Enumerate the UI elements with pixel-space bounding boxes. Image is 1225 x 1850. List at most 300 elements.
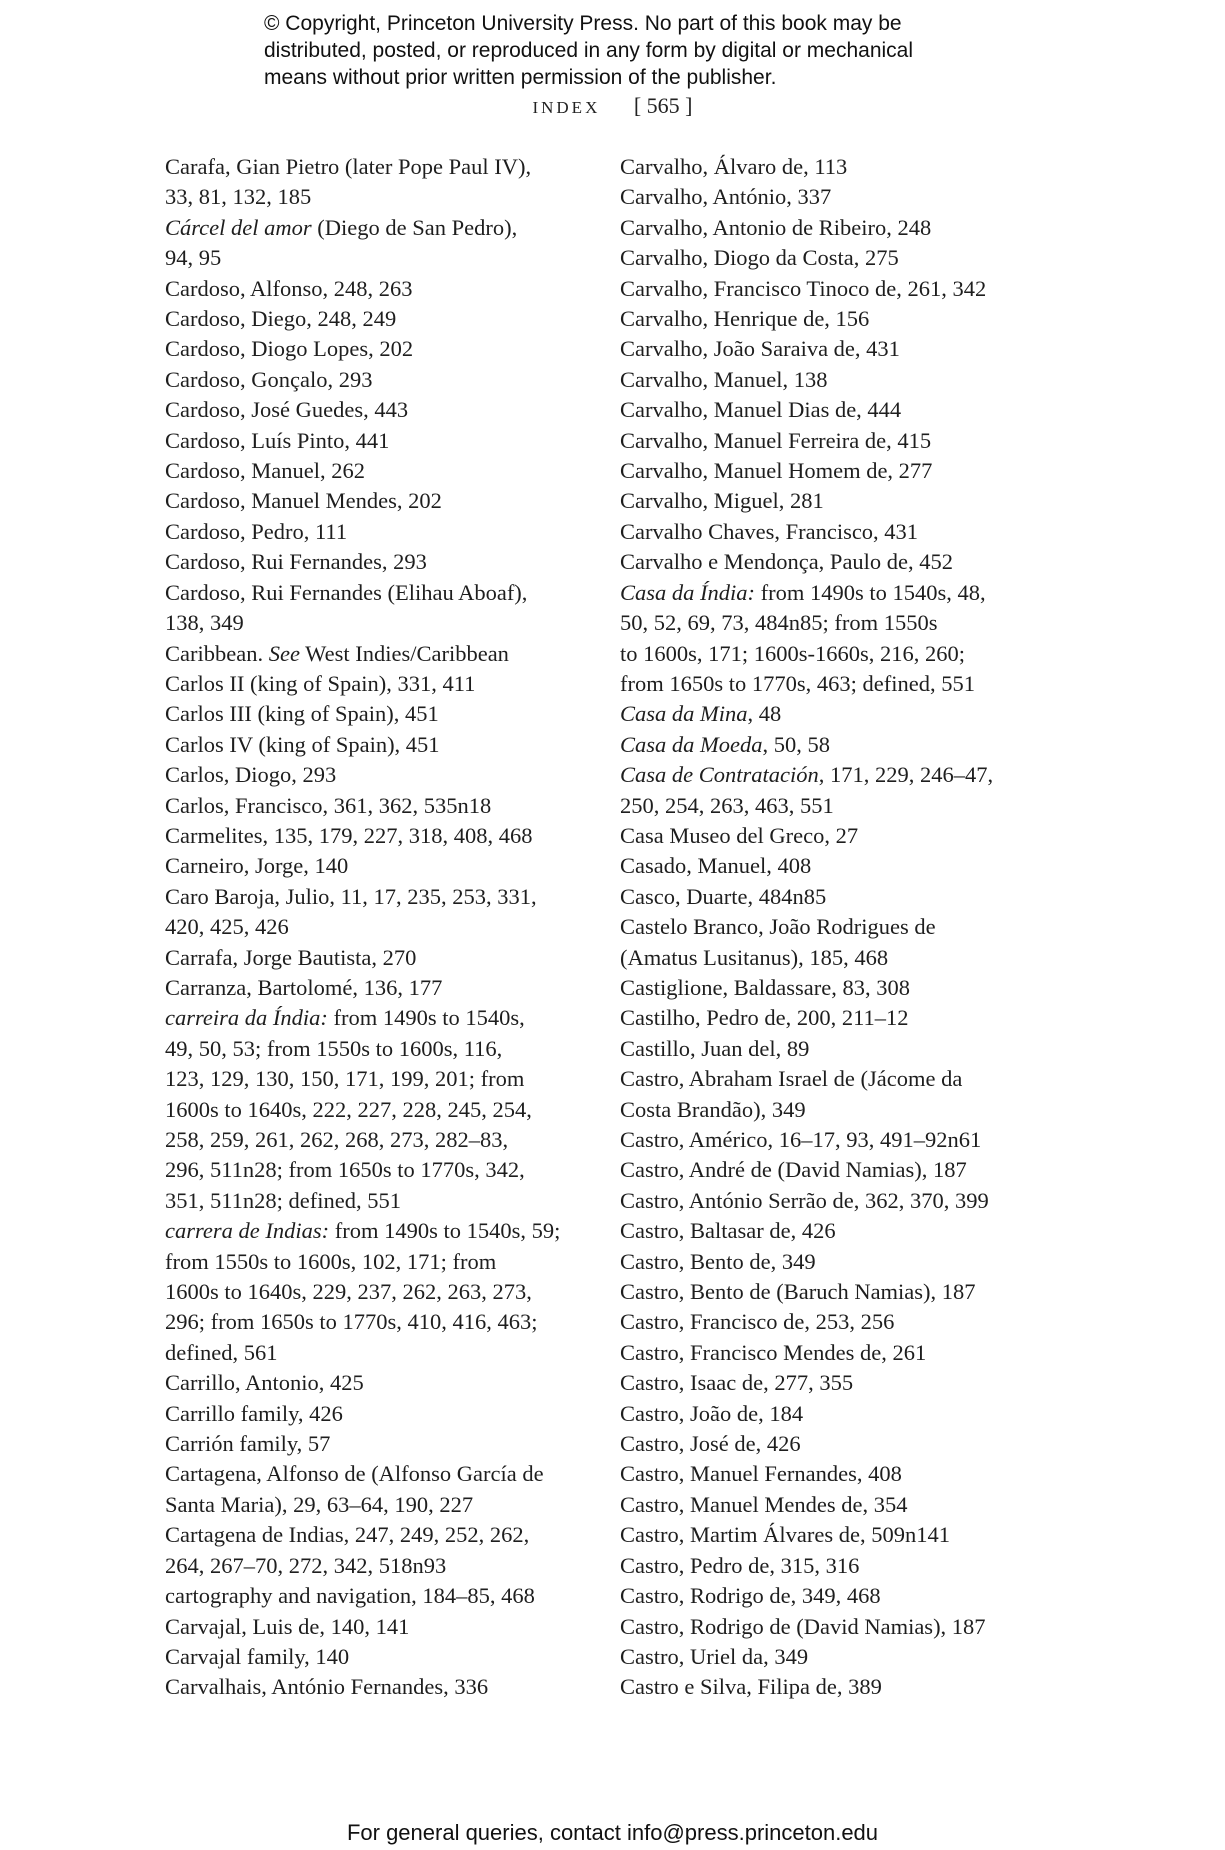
index-entry (620, 213, 1050, 243)
index-entry (165, 486, 585, 516)
index-entry-line (165, 486, 585, 516)
index-entry (620, 456, 1050, 486)
entry-text: Carafa, Gian Pietro (later Pope Paul IV), (165, 154, 532, 179)
entry-text: Castro, Bento de (Baruch Namias), 187 (620, 1279, 976, 1305)
index-entry (165, 456, 585, 486)
index-entry (620, 1277, 1050, 1307)
entry-text: Cardoso, Diogo Lopes, 202 (165, 336, 414, 362)
entry-text: Carrillo, Antonio, 425 (165, 1370, 364, 1396)
index-entry-line (620, 365, 1050, 395)
index-entry (165, 1612, 585, 1642)
index-entry (165, 760, 585, 790)
index-entry (620, 1003, 1050, 1033)
entry-text: Carvalho e Mendonça, Paulo de, 452 (620, 549, 954, 575)
index-entry-line (620, 182, 1050, 212)
entry-text: 296, 511n28; from 1650s to 1770s, 342, (165, 1157, 525, 1183)
index-entry (165, 730, 585, 760)
entry-text: Carvalho, António, 337 (620, 184, 832, 210)
entry-text: from 1490s to 1540s, (327, 1005, 525, 1031)
index-entry-line (620, 1247, 1050, 1277)
entry-text: Carvalho, Henrique de, 156 (620, 306, 870, 332)
index-entry-line (165, 851, 585, 881)
index-entry (620, 882, 1050, 912)
index-entry (620, 1247, 1050, 1277)
entry-text: 138, 349 (165, 610, 244, 636)
index-entry-line (620, 486, 1050, 516)
entry-text: Cardoso, Rui Fernandes (Elihau Aboaf), (165, 579, 528, 605)
index-entry-line (620, 730, 1050, 760)
index-entry (620, 973, 1050, 1003)
index-entry-line (165, 274, 585, 304)
italic-term: Casa da Índia: (620, 579, 755, 605)
entry-text: from 1550s to 1600s, 102, 171; from (165, 1248, 497, 1274)
index-entry-line (165, 456, 585, 486)
entry-text: Carvalho, Francisco Tinoco de, 261, 342 (620, 275, 987, 301)
index-entry-line (620, 1642, 1050, 1672)
index-entry-line (620, 456, 1050, 486)
index-entry (165, 578, 585, 639)
index-entry-line (620, 943, 1050, 973)
index-entry (620, 1034, 1050, 1064)
index-entry (620, 1125, 1050, 1155)
entry-text: Carrillo family, 426 (165, 1400, 343, 1426)
index-entry (620, 912, 1050, 973)
entry-text: Castro, Rodrigo de, 349, 468 (620, 1583, 881, 1609)
entry-text: Castillo, Juan del, 89 (620, 1035, 810, 1061)
index-entry (165, 1672, 585, 1702)
entry-text: Cardoso, Rui Fernandes, 293 (165, 549, 427, 575)
entry-text: Castiglione, Baldassare, 83, 308 (620, 974, 910, 1000)
index-entry-line (620, 912, 1050, 942)
index-entry-line (165, 912, 585, 942)
index-entry-line (620, 547, 1050, 577)
entry-text: Carranza, Bartolomé, 136, 177 (165, 974, 443, 1000)
index-entry-line (165, 395, 585, 425)
entry-text: Carvalho, Manuel Homem de, 277 (620, 458, 933, 484)
entry-text: Carlos IV (king of Spain), 451 (165, 731, 440, 757)
entry-text: Castro, Manuel Fernandes, 408 (620, 1461, 902, 1487)
index-entry-line (620, 1672, 1050, 1702)
index-entry (620, 486, 1050, 516)
index-entry (165, 639, 585, 669)
italic-term: Casa da Moeda (620, 731, 763, 757)
entry-text: 49, 50, 53; from 1550s to 1600s, 116, (165, 1035, 503, 1061)
index-entry-line (165, 1612, 585, 1642)
index-entry (620, 1338, 1050, 1368)
index-entry-line (165, 1095, 585, 1125)
index-entry-line (620, 639, 1050, 669)
index-entry (165, 1368, 585, 1398)
entry-text: from 1490s to 1540s, 59; (329, 1218, 561, 1244)
index-entry-line (620, 517, 1050, 547)
index-entry-line (165, 1672, 585, 1702)
index-entry-line (165, 365, 585, 395)
index-entry (620, 1672, 1050, 1702)
index-entry (165, 821, 585, 851)
index-entry (620, 517, 1050, 547)
entry-text: 264, 267–70, 272, 342, 518n93 (165, 1552, 447, 1578)
index-entry (165, 395, 585, 425)
entry-text: (Diego de San Pedro), (311, 214, 518, 240)
index-entry (165, 1429, 585, 1459)
index-entry-line (620, 1429, 1050, 1459)
index-entry (165, 699, 585, 729)
index-entry-line (620, 1095, 1050, 1125)
entry-text: 50, 52, 69, 73, 484n85; from 1550s (620, 610, 938, 636)
entry-text: Cardoso, Pedro, 111 (165, 518, 348, 544)
entry-text: Cardoso, Manuel Mendes, 202 (165, 488, 442, 514)
index-entry-line (165, 1399, 585, 1429)
index-entry (620, 547, 1050, 577)
index-entry (620, 1490, 1050, 1520)
entry-text: defined, 561 (165, 1339, 278, 1365)
index-entry-line (620, 1186, 1050, 1216)
index-entry-line (165, 669, 585, 699)
index-entry-line (165, 1307, 585, 1337)
index-entry-line (620, 973, 1050, 1003)
index-entry-line (620, 1155, 1050, 1185)
index-entry-line (165, 426, 585, 456)
index-column-left (165, 152, 585, 1703)
footer-contact: For general queries, contact info@press.princeton.edu (346, 1820, 879, 1845)
index-entry-line (620, 1459, 1050, 1489)
entry-text: West Indies/Caribbean (299, 640, 509, 666)
index-entry-line (165, 1338, 585, 1368)
index-entry-line (620, 1216, 1050, 1246)
index-entry-line (620, 1125, 1050, 1155)
index-entry (620, 730, 1050, 760)
index-entry-line (620, 1338, 1050, 1368)
entry-text: to 1600s, 171; 1600s-1660s, 216, 260; (620, 640, 966, 666)
index-entry-line (165, 1520, 585, 1550)
index-entry (165, 1581, 585, 1611)
entry-text: Carvalho, Diogo da Costa, 275 (620, 245, 899, 271)
index-entry (620, 1612, 1050, 1642)
entry-text: Carvalho, Álvaro de, 113 (620, 154, 848, 179)
index-entry-line (165, 182, 585, 212)
entry-text: Castro, José de, 426 (620, 1431, 801, 1457)
index-entry-line (620, 304, 1050, 334)
index-entry (165, 213, 585, 274)
entry-text: Castro, Rodrigo de (David Namias), 187 (620, 1613, 986, 1639)
entry-text: Castro, Pedro de, 315, 316 (620, 1552, 860, 1578)
entry-text: Carlos III (king of Spain), 451 (165, 701, 439, 727)
entry-text: Carlos, Diogo, 293 (165, 762, 337, 788)
entry-text: Castro, Américo, 16–17, 93, 491–92n61 (620, 1127, 982, 1152)
index-entry (620, 1186, 1050, 1216)
index-entry-line (165, 760, 585, 790)
index-entry (165, 669, 585, 699)
index-entry-line (165, 973, 585, 1003)
index-entry (165, 547, 585, 577)
entry-text: Caribbean. (165, 640, 269, 666)
index-entry (165, 1520, 585, 1581)
entry-text: Carneiro, Jorge, 140 (165, 853, 349, 879)
index-entry (620, 395, 1050, 425)
index-entry (620, 1064, 1050, 1125)
index-entry (620, 1155, 1050, 1185)
index-entry-line (165, 1429, 585, 1459)
index-entry-line (165, 1125, 585, 1155)
index-entry-line (165, 1247, 585, 1277)
index-entry-line (620, 608, 1050, 638)
copyright-line: © Copyright, Princeton University Press. No part of this book may be (264, 12, 902, 35)
entry-text: Carlos II (king of Spain), 331, 411 (165, 670, 476, 696)
index-entry-line (165, 639, 585, 669)
index-entry (165, 304, 585, 334)
index-entry-line (620, 1551, 1050, 1581)
italic-term: carreira da Índia: (165, 1005, 328, 1031)
index-entry (620, 1307, 1050, 1337)
index-entry (620, 274, 1050, 304)
entry-text: Cardoso, José Guedes, 443 (165, 397, 409, 423)
index-entry-line (165, 547, 585, 577)
entry-text: Cardoso, Manuel, 262 (165, 458, 365, 484)
entry-text: from 1650s to 1770s, 463; defined, 551 (620, 670, 975, 696)
index-entry (620, 1216, 1050, 1246)
index-entry-line (165, 213, 585, 243)
index-entry-line (165, 1642, 585, 1672)
entry-text: Castro, Baltasar de, 426 (620, 1218, 836, 1244)
entry-text: Casco, Duarte, 484n85 (620, 883, 827, 909)
italic-term: Casa de Contratación (620, 762, 819, 788)
index-entry-line (165, 1551, 585, 1581)
index-entry-line (165, 1064, 585, 1094)
index-entry-line (165, 1277, 585, 1307)
entry-text: 351, 511n28; defined, 551 (165, 1187, 402, 1213)
entry-text: Carrión family, 57 (165, 1431, 331, 1457)
index-entry (620, 1368, 1050, 1398)
entry-text: Costa Brandão), 349 (620, 1096, 806, 1122)
entry-text: Carmelites, 135, 179, 227, 318, 408, 468 (165, 822, 533, 848)
index-entry-line (620, 1612, 1050, 1642)
index-entry (165, 1642, 585, 1672)
index-entry-line (165, 517, 585, 547)
index-entry-line (620, 821, 1050, 851)
entry-text: Carrafa, Jorge Bautista, 270 (165, 944, 417, 970)
index-entry (620, 1399, 1050, 1429)
entry-text: Casa Museo del Greco, 27 (620, 822, 859, 848)
index-entry-line (165, 1034, 585, 1064)
italic-term: Casa da Mina (620, 701, 748, 727)
index-entry-line (165, 1155, 585, 1185)
index-entry (620, 1642, 1050, 1672)
index-entry (620, 152, 1050, 182)
entry-text: Castro, Abraham Israel de (Jácome da (620, 1066, 963, 1092)
entry-text: Carvalhais, António Fernandes, 336 (165, 1674, 489, 1700)
index-entry-line (620, 791, 1050, 821)
index-entry-line (165, 334, 585, 364)
entry-text: Castro, Bento de, 349 (620, 1248, 816, 1274)
entry-text: Carvalho, Antonio de Ribeiro, 248 (620, 214, 932, 240)
index-entry (165, 365, 585, 395)
index-entry-line (165, 304, 585, 334)
index-entry-line (165, 1459, 585, 1489)
italic-term: See (268, 640, 300, 666)
index-entry-line (620, 1034, 1050, 1064)
entry-text: from 1490s to 1540s, 48, (755, 579, 986, 605)
entry-text: Castro, Francisco de, 253, 256 (620, 1309, 895, 1335)
index-entry-line (165, 152, 585, 182)
entry-text: 123, 129, 130, 150, 171, 199, 201; from (165, 1066, 525, 1092)
index-entry (165, 882, 585, 943)
index-entry-line (165, 1003, 585, 1033)
index-entry-line (620, 851, 1050, 881)
index-entry-line (620, 1399, 1050, 1429)
entry-text: Carvalho, Manuel Dias de, 444 (620, 397, 902, 423)
index-entry-line (165, 608, 585, 638)
index-entry-line (620, 243, 1050, 273)
entry-text: Castro e Silva, Filipa de, 389 (620, 1674, 882, 1700)
index-entry (620, 851, 1050, 881)
index-entry-line (165, 1581, 585, 1611)
italic-term: carrera de Indias: (165, 1218, 330, 1244)
entry-text: 1600s to 1640s, 229, 237, 262, 263, 273, (165, 1279, 532, 1305)
entry-text: 296; from 1650s to 1770s, 410, 416, 463; (165, 1309, 538, 1335)
entry-text: Castro, Francisco Mendes de, 261 (620, 1339, 927, 1365)
index-entry-line (620, 578, 1050, 608)
index-entry-line (620, 426, 1050, 456)
entry-text: Castro, António Serrão de, 362, 370, 399 (620, 1187, 989, 1213)
index-entry (620, 578, 1050, 700)
index-entry-line (165, 791, 585, 821)
index-entry-line (165, 943, 585, 973)
entry-text: , 50, 58 (762, 731, 830, 757)
index-entry (620, 1581, 1050, 1611)
entry-text: Carvalho, Miguel, 281 (620, 488, 824, 514)
index-entry (165, 1459, 585, 1520)
index-entry (620, 1520, 1050, 1550)
entry-text: , 171, 229, 246–47, (818, 762, 994, 788)
entry-text: Castro, Uriel da, 349 (620, 1643, 809, 1669)
index-entry (620, 1429, 1050, 1459)
entry-text: 420, 425, 426 (165, 914, 289, 940)
index-entry-line (165, 882, 585, 912)
index-entry-line (620, 669, 1050, 699)
entry-text: Castro, Martim Álvares de, 509n141 (620, 1522, 950, 1548)
index-entry-line (165, 1368, 585, 1398)
index-entry (165, 943, 585, 973)
index-entry-line (620, 1520, 1050, 1550)
index-entry (165, 1216, 585, 1368)
entry-text: Cardoso, Diego, 248, 249 (165, 306, 397, 332)
index-entry-line (165, 1186, 585, 1216)
index-entry-line (165, 243, 585, 273)
entry-text: Cardoso, Luís Pinto, 441 (165, 427, 390, 453)
entry-text: 94, 95 (165, 245, 222, 271)
entry-text: Carvalho, Manuel, 138 (620, 366, 828, 392)
entry-text: Carvalho, João Saraiva de, 431 (620, 336, 900, 362)
index-entry-line (620, 1490, 1050, 1520)
index-entry (620, 1551, 1050, 1581)
index-entry-line (620, 152, 1050, 182)
index-entry (620, 760, 1050, 821)
entry-text: Carvajal family, 140 (165, 1643, 350, 1669)
index-entry (165, 426, 585, 456)
italic-term: Cárcel del amor (165, 214, 312, 240)
entry-text: 250, 254, 263, 463, 551 (620, 792, 834, 818)
index-entry (620, 1459, 1050, 1489)
page-number: [ 565 ] (633, 93, 693, 118)
index-entry (165, 152, 585, 213)
index-entry-line (620, 1064, 1050, 1094)
index-column-right (620, 152, 1050, 1703)
entry-text: Caro Baroja, Julio, 11, 17, 235, 253, 331, (165, 883, 537, 909)
running-head (0, 93, 1225, 119)
index-entry (620, 365, 1050, 395)
entry-text: Castelo Branco, João Rodrigues de (620, 914, 936, 940)
index-entry-line (620, 1307, 1050, 1337)
index-entry (620, 821, 1050, 851)
index-entry-line (620, 213, 1050, 243)
index-entry-line (620, 1003, 1050, 1033)
index-entry-line (620, 760, 1050, 790)
entry-text: 33, 81, 132, 185 (165, 184, 312, 210)
index-entry-line (165, 730, 585, 760)
entry-text: Carlos, Francisco, 361, 362, 535n18 (165, 792, 492, 818)
index-entry (165, 1003, 585, 1216)
entry-text: 1600s to 1640s, 222, 227, 228, 245, 254, (165, 1096, 532, 1122)
entry-text: Castro, João de, 184 (620, 1400, 804, 1426)
index-entry (165, 1399, 585, 1429)
entry-text: Cartagena, Alfonso de (Alfonso García de (165, 1461, 544, 1487)
entry-text: Castilho, Pedro de, 200, 211–12 (620, 1005, 909, 1031)
entry-text: Carvalho Chaves, Francisco, 431 (620, 518, 919, 544)
entry-text: cartography and navigation, 184–85, 468 (165, 1583, 535, 1609)
entry-text: Carvalho, Manuel Ferreira de, 415 (620, 427, 932, 453)
index-entry-line (620, 1581, 1050, 1611)
entry-text: Cartagena de Indias, 247, 249, 252, 262, (165, 1522, 530, 1548)
index-entry-line (165, 1216, 585, 1246)
section-label: INDEX (532, 98, 601, 117)
index-entry-line (620, 1368, 1050, 1398)
index-entry-line (620, 882, 1050, 912)
index-entry-line (620, 1277, 1050, 1307)
index-entry (165, 851, 585, 881)
index-entry (620, 304, 1050, 334)
index-entry (165, 791, 585, 821)
index-entry (620, 699, 1050, 729)
index-entry (165, 274, 585, 304)
index-entry (620, 182, 1050, 212)
index-entry (620, 426, 1050, 456)
copyright-line: means without prior written permission of the publisher. (264, 66, 777, 89)
index-entry-line (620, 699, 1050, 729)
index-entry-line (165, 821, 585, 851)
index-entry (165, 517, 585, 547)
index-entry (165, 334, 585, 364)
index-entry (620, 334, 1050, 364)
entry-text: 258, 259, 261, 262, 268, 273, 282–83, (165, 1127, 509, 1152)
entry-text: , 48 (747, 701, 782, 727)
index-entry-line (165, 1490, 585, 1520)
index-entry-line (165, 699, 585, 729)
entry-text: Castro, André de (David Namias), 187 (620, 1157, 967, 1183)
entry-text: Cardoso, Gonçalo, 293 (165, 366, 373, 392)
entry-text: Castro, Isaac de, 277, 355 (620, 1370, 854, 1396)
index-entry-line (620, 334, 1050, 364)
index-entry (620, 243, 1050, 273)
entry-text: (Amatus Lusitanus), 185, 468 (620, 944, 889, 970)
entry-text: Cardoso, Alfonso, 248, 263 (165, 275, 413, 301)
index-entry (165, 973, 585, 1003)
copyright-notice (264, 10, 1024, 91)
copyright-line: distributed, posted, or reproduced in any form by digital or mechanical (264, 39, 914, 62)
entry-text: Santa Maria), 29, 63–64, 190, 227 (165, 1491, 474, 1517)
index-entry-line (620, 274, 1050, 304)
entry-text: Castro, Manuel Mendes de, 354 (620, 1491, 908, 1517)
index-entry-line (165, 578, 585, 608)
